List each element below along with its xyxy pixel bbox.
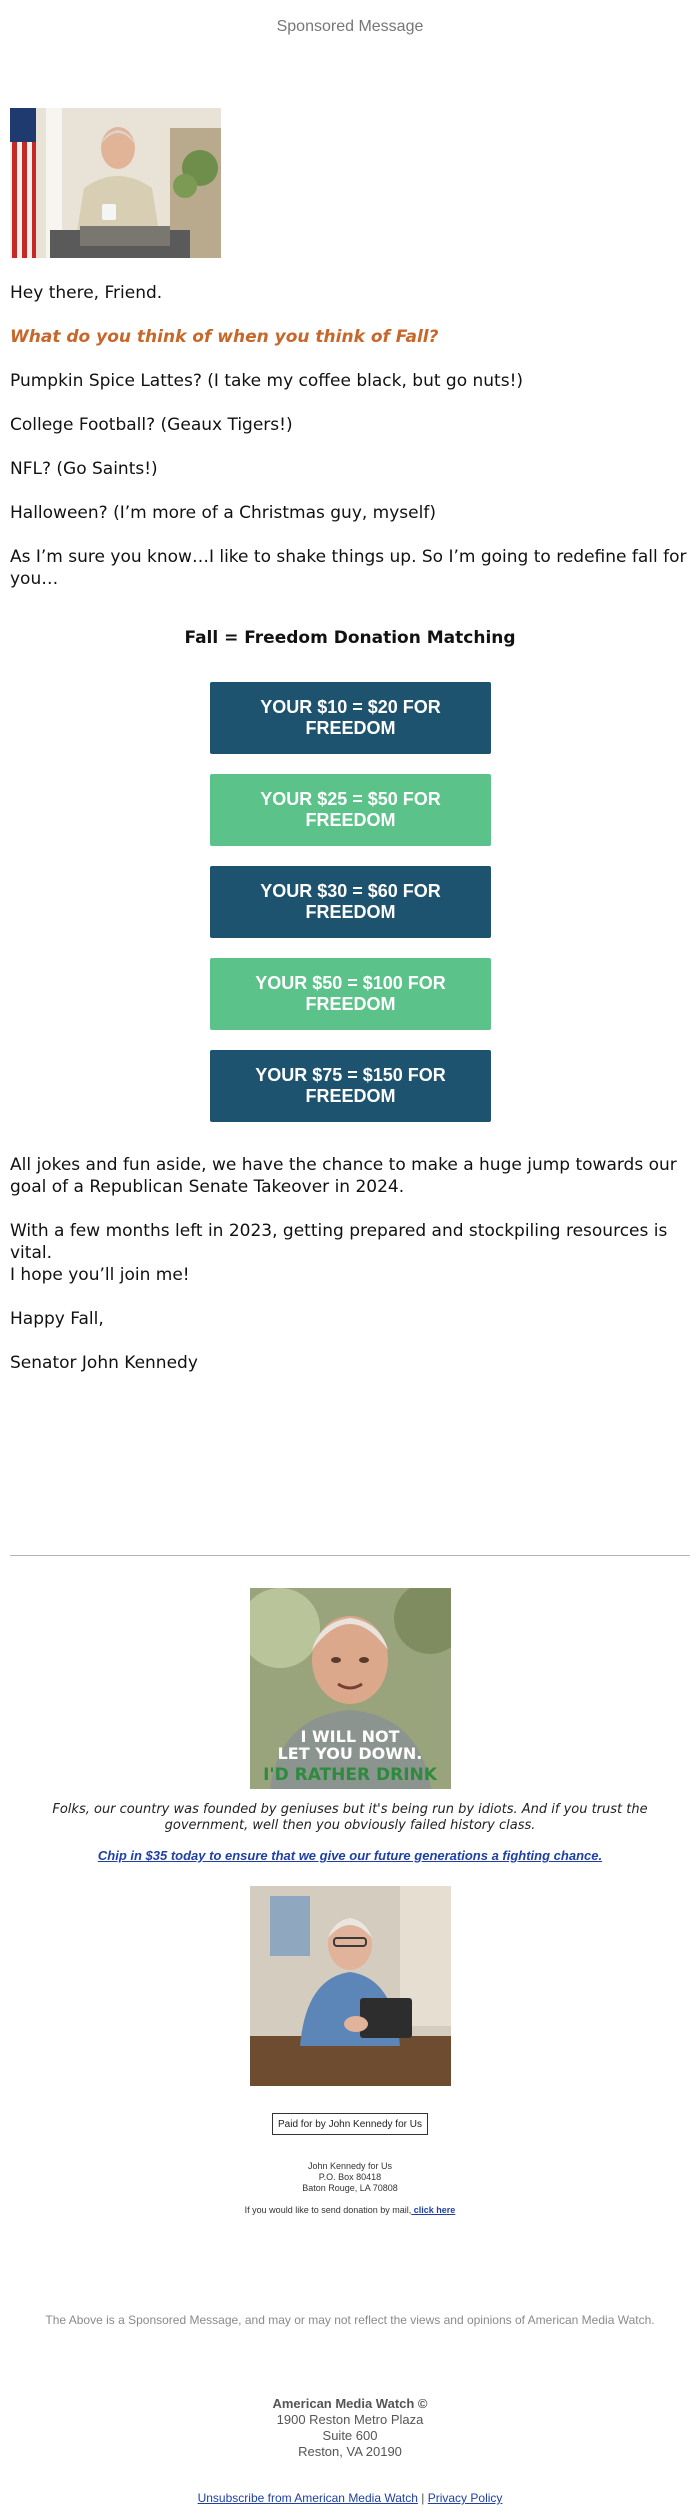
senator-porch-photo (10, 108, 221, 258)
closing-line-4: Happy Fall, (10, 1309, 104, 1329)
donate-by-mail-line (0, 2205, 700, 2215)
closing-line-3: I hope you’ll join me! (10, 1265, 190, 1285)
body-line-5: As I’m sure you know…I like to shake things up. So I’m going to redefine fall for you… (10, 547, 687, 589)
sponsored-message-label: Sponsored Message (276, 18, 424, 35)
committee-city: Baton Rouge, LA 70808 (302, 2183, 398, 2193)
greeting: Hey there, Friend. (10, 283, 163, 303)
donate-10-button[interactable]: YOUR $10 = $20 FOR FREEDOM (210, 682, 491, 754)
closing-line-2: With a few months left in 2023, getting prepared and stockpiling resources is vital. (10, 1221, 668, 1263)
click-here-link[interactable]: click here (411, 2205, 456, 2215)
fall-question: What do you think of when you think of Fall? (10, 327, 439, 347)
body-line-2: College Football? (Geaux Tigers!) (10, 415, 293, 435)
privacy-policy-link[interactable]: Privacy Policy (427, 2491, 503, 2505)
donate-30-button[interactable]: YOUR $30 = $60 FOR FREEDOM (210, 866, 491, 938)
paid-for-box: Paid for by John Kennedy for Us (272, 2113, 428, 2135)
shirt-text-line-3: I'D RATHER DRINK (263, 1765, 437, 1785)
donate-50-button[interactable]: YOUR $50 = $100 FOR FREEDOM (210, 958, 491, 1030)
company-suite: Suite 600 (322, 2428, 378, 2443)
footer-links (0, 2491, 700, 2505)
sponsored-disclaimer: The Above is a Sponsored Message, and may or may not reflect the views and opinions of American Media Watch. (45, 2313, 655, 2327)
donation-matching-title: Fall = Freedom Donation Matching (184, 628, 516, 648)
shirt-text-line-1: I WILL NOT (300, 1727, 400, 1746)
company-street: 1900 Reston Metro Plaza (276, 2412, 424, 2427)
closing-line-1: All jokes and fun aside, we have the chance to make a huge jump towards our goal of a Republican Senate Takeover in 2024. (10, 1155, 677, 1197)
senator-shirt-photo (250, 1588, 451, 1789)
donate-by-mail-text: If you would like to send donation by mail, (244, 2205, 412, 2215)
committee-po-box: P.O. Box 80418 (318, 2172, 382, 2182)
company-name: American Media Watch © (272, 2396, 428, 2411)
donate-75-button[interactable]: YOUR $75 = $150 FOR FREEDOM (210, 1050, 491, 1122)
unsubscribe-link[interactable]: Unsubscribe from American Media Watch (197, 2491, 418, 2505)
chip-in-link[interactable]: Chip in $35 today to ensure that we give our future generations a fighting chance. (97, 1848, 603, 1863)
senator-tablet-photo (250, 1886, 451, 2086)
company-city: Reston, VA 20190 (298, 2444, 402, 2459)
body-line-4: Halloween? (I’m more of a Christmas guy, myself) (10, 503, 436, 523)
body-line-1: Pumpkin Spice Lattes? (I take my coffee black, but go nuts!) (10, 371, 524, 391)
signature: Senator John Kennedy (10, 1353, 198, 1373)
body-line-3: NFL? (Go Saints!) (10, 459, 158, 479)
senator-quote: Folks, our country was founded by geniuses but it's being run by idiots. And if you trust the government, well then you obviously failed history class. (52, 1802, 648, 1833)
divider (10, 1555, 690, 1556)
committee-name: John Kennedy for Us (307, 2161, 393, 2171)
link-separator: | (421, 2491, 425, 2505)
donate-25-button[interactable]: YOUR $25 = $50 FOR FREEDOM (210, 774, 491, 846)
shirt-text-line-2: LET YOU DOWN. (277, 1744, 423, 1763)
